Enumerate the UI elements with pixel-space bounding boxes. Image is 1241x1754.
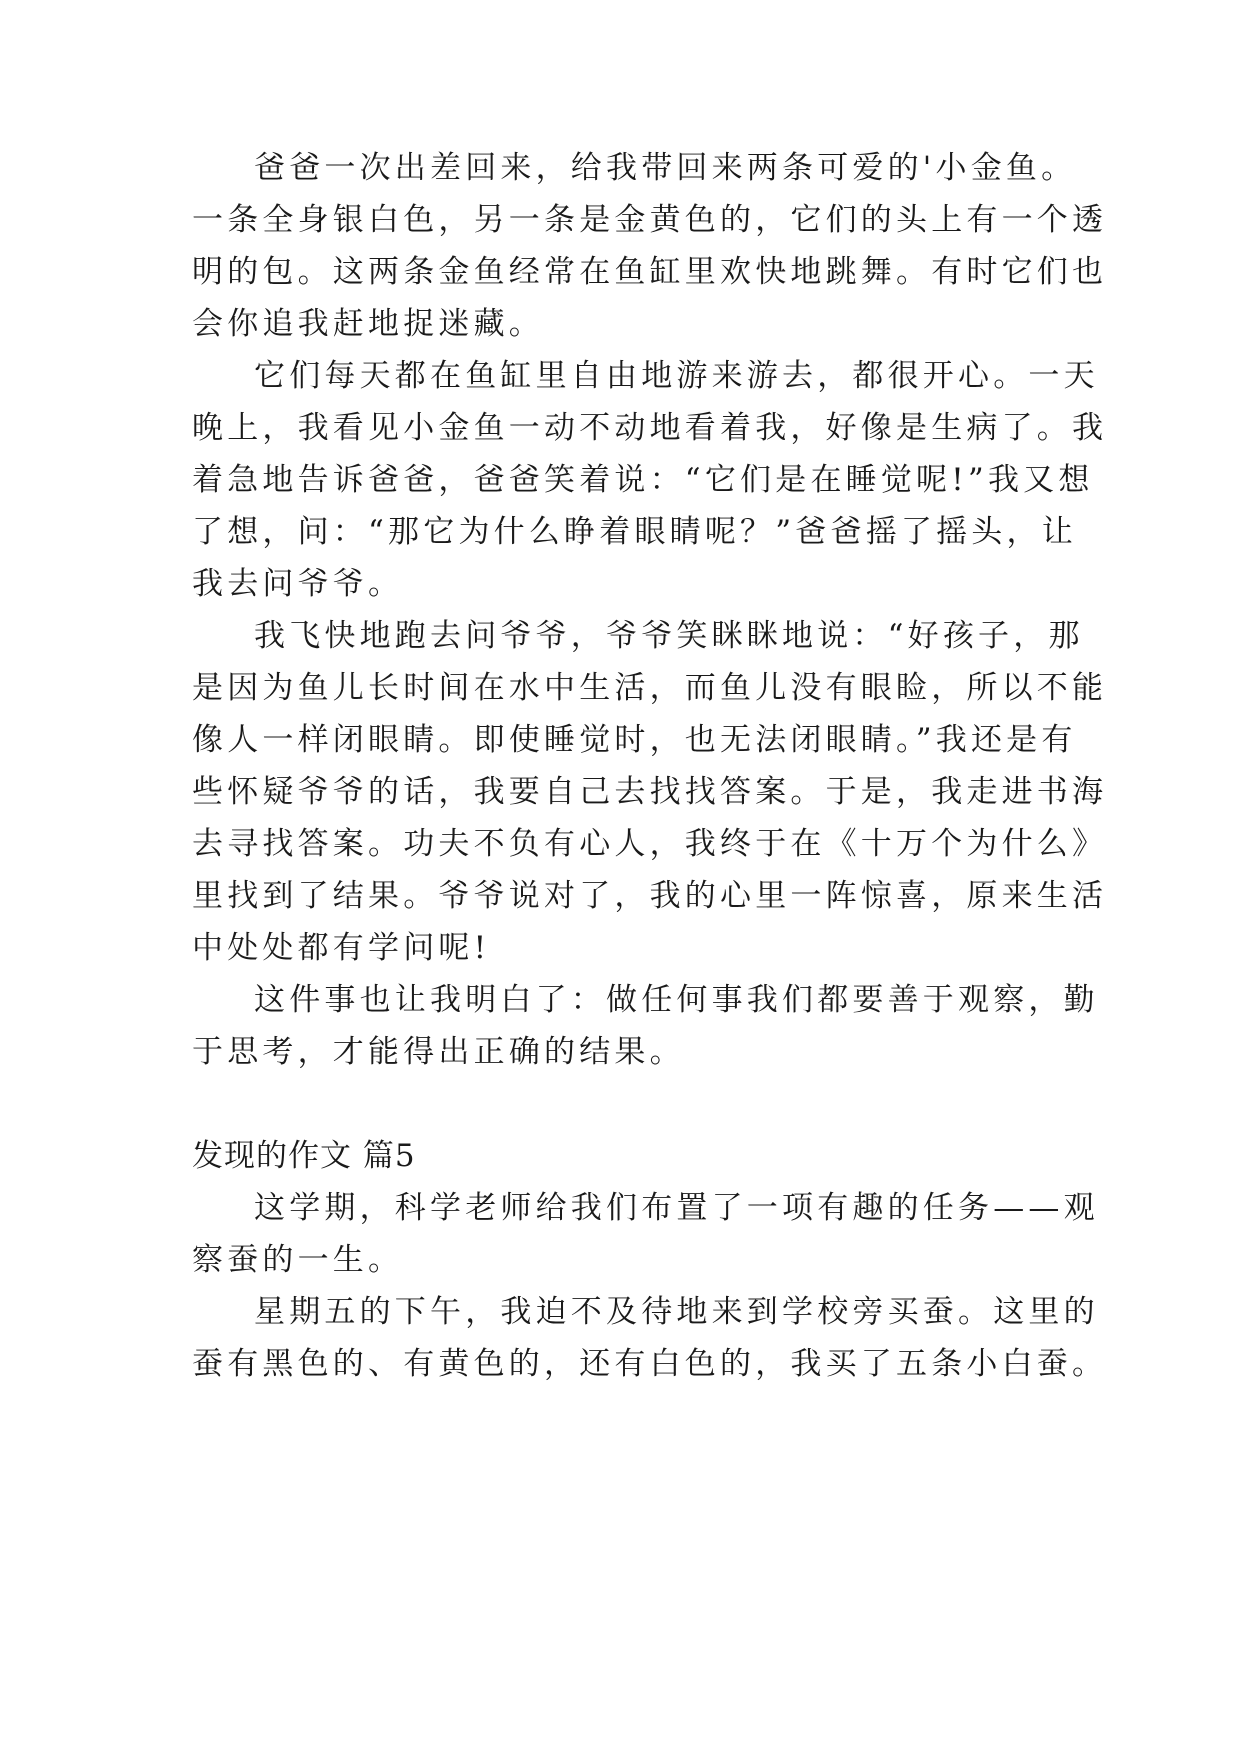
section-heading: 发现的作文 篇5 (192, 1138, 416, 1174)
paragraph-3-line-1: 我飞快地跑去问爷爷，爷爷笑眯眯地说：“好孩子，那 (254, 618, 1084, 654)
paragraph-4-line-2: 于思考，才能得出正确的结果。 (192, 1034, 685, 1070)
paragraph-3-line-7: 中处处都有学问呢! (192, 930, 491, 966)
paragraph-1-line-1: 爸爸一次出差回来，给我带回来两条可爱的'小金鱼。 (254, 150, 1077, 186)
paragraph-4-line-1: 这件事也让我明白了：做任何事我们都要善于观察，勤 (254, 982, 1099, 1018)
paragraph-5-line-2: 察蚕的一生。 (192, 1242, 404, 1278)
paragraph-6-line-1: 星期五的下午，我迫不及待地来到学校旁买蚕。这里的 (254, 1294, 1099, 1330)
paragraph-3-line-5: 去寻找答案。功夫不负有心人，我终于在《十万个为什么》 (192, 826, 1108, 862)
paragraph-3-line-6: 里找到了结果。爷爷说对了，我的心里一阵惊喜，原来生活 (192, 878, 1108, 914)
paragraph-6-line-2: 蚕有黑色的、有黄色的，还有白色的，我买了五条小白蚕。 (192, 1346, 1108, 1382)
paragraph-2-line-1: 它们每天都在鱼缸里自由地游来游去，都很开心。一天 (254, 358, 1099, 394)
paragraph-5-line-1: 这学期，科学老师给我们布置了一项有趣的任务——观 (254, 1190, 1099, 1226)
paragraph-2-line-2: 晚上，我看见小金鱼一动不动地看着我，好像是生病了。我 (192, 410, 1108, 446)
paragraph-1-line-2: 一条全身银白色，另一条是金黄色的，它们的头上有一个透 (192, 202, 1108, 238)
paragraph-3-line-3: 像人一样闭眼睛。即使睡觉时，也无法闭眼睛。”我还是有 (192, 722, 1077, 758)
paragraph-3-line-2: 是因为鱼儿长时间在水中生活，而鱼儿没有眼睑，所以不能 (192, 670, 1108, 706)
paragraph-2-line-5: 我去问爷爷。 (192, 566, 404, 602)
paragraph-3-line-4: 些怀疑爷爷的话，我要自己去找找答案。于是，我走进书海 (192, 774, 1108, 810)
paragraph-2-line-3: 着急地告诉爸爸，爸爸笑着说：“它们是在睡觉呢!”我又想 (192, 462, 1094, 498)
paragraph-2-line-4: 了想，问：“那它为什么睁着眼睛呢？”爸爸摇了摇头，让 (192, 514, 1077, 550)
paragraph-1-line-3: 明的包。这两条金鱼经常在鱼缸里欢快地跳舞。有时它们也 (192, 254, 1108, 290)
paragraph-1-line-4: 会你追我赶地捉迷藏。 (192, 306, 544, 342)
